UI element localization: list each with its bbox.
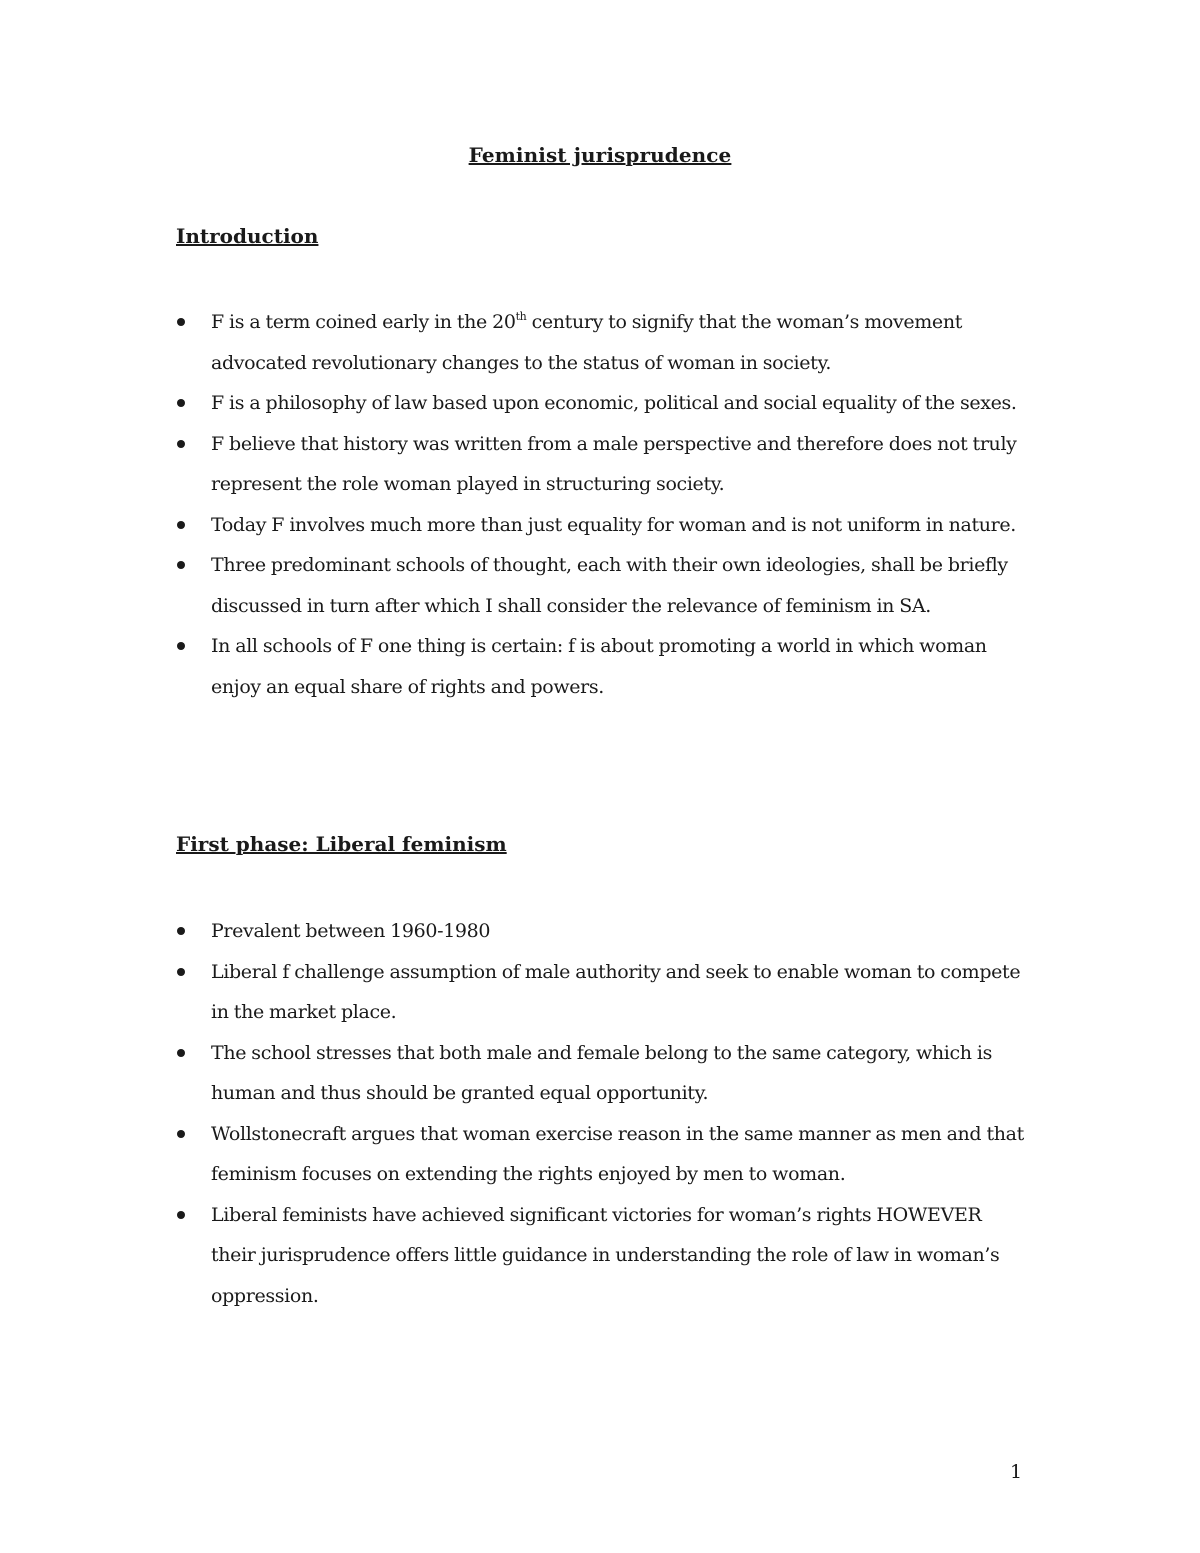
list-item-text: Wollstonecraft argues that woman exercise reason in the same manner as men and that feminism focuses on extending the rights enjoyed by men to woman. [211, 1122, 1024, 1185]
bullet-icon [177, 642, 185, 650]
liberal-feminism-bullet-list [176, 911, 1026, 1316]
list-item-text: F believe that history was written from a male perspective and therefore does not truly represent the role woman played in structuring society. [211, 432, 1017, 495]
list-item-text: Three predominant schools of thought, each with their own ideologies, shall be briefly discussed in turn after which I shall consider the relevance of feminism in SA. [211, 554, 1008, 617]
bullet-icon [177, 1130, 185, 1138]
superscript-ordinal: th [515, 310, 527, 323]
introduction-bullet-list [176, 302, 1026, 707]
list-item [176, 302, 1026, 383]
list-item-text: Liberal f challenge assumption of male authority and seek to enable woman to compete in the market place. [211, 960, 1021, 1023]
list-item-text: F is a term coined early in the 20 [211, 311, 516, 333]
page-number: 1 [1010, 1461, 1023, 1483]
list-item-text: Today F involves much more than just equality for woman and is not uniform in nature. [211, 513, 1016, 536]
list-item [176, 383, 1026, 424]
list-item-text: F is a philosophy of law based upon economic, political and social equality of the sexes. [211, 392, 1017, 414]
list-item [176, 1114, 1026, 1195]
list-item [176, 505, 1026, 546]
list-item-text: century to signify that the woman’s movement advocated revolutionary changes to the status of woman in society. [211, 311, 962, 374]
bullet-icon [177, 1211, 185, 1219]
list-item [176, 626, 1026, 707]
list-item [176, 545, 1026, 626]
bullet-icon [177, 1049, 185, 1057]
list-item [176, 911, 1026, 952]
list-item-text: Prevalent between 1960-1980 [211, 920, 491, 942]
bullet-icon [177, 399, 185, 407]
bullet-icon [177, 968, 185, 976]
list-item-text: The school stresses that both male and female belong to the same category, which is human and thus should be granted equal opportunity. [211, 1041, 993, 1104]
section-heading-liberal-feminism: First phase: Liberal feminism [176, 832, 507, 856]
list-item [176, 424, 1026, 505]
document-title: Feminist jurisprudence [468, 143, 732, 167]
bullet-icon [177, 927, 185, 935]
bullet-icon [177, 318, 185, 326]
list-item-text: In all schools of F one thing is certain: f is about promoting a world in which woman enjoy an equal share of rights and powers. [211, 635, 987, 698]
list-item [176, 952, 1026, 1033]
bullet-icon [177, 561, 185, 569]
section-heading-introduction: Introduction [176, 224, 319, 248]
list-item [176, 1033, 1026, 1114]
list-item [176, 1195, 1026, 1317]
list-item-text: Liberal feminists have achieved significant victories for woman’s rights HOWEVER their jurisprudence offers little guidance in understanding the role of law in woman’s oppression. [211, 1203, 1000, 1307]
bullet-icon [177, 521, 185, 529]
bullet-icon [177, 440, 185, 448]
